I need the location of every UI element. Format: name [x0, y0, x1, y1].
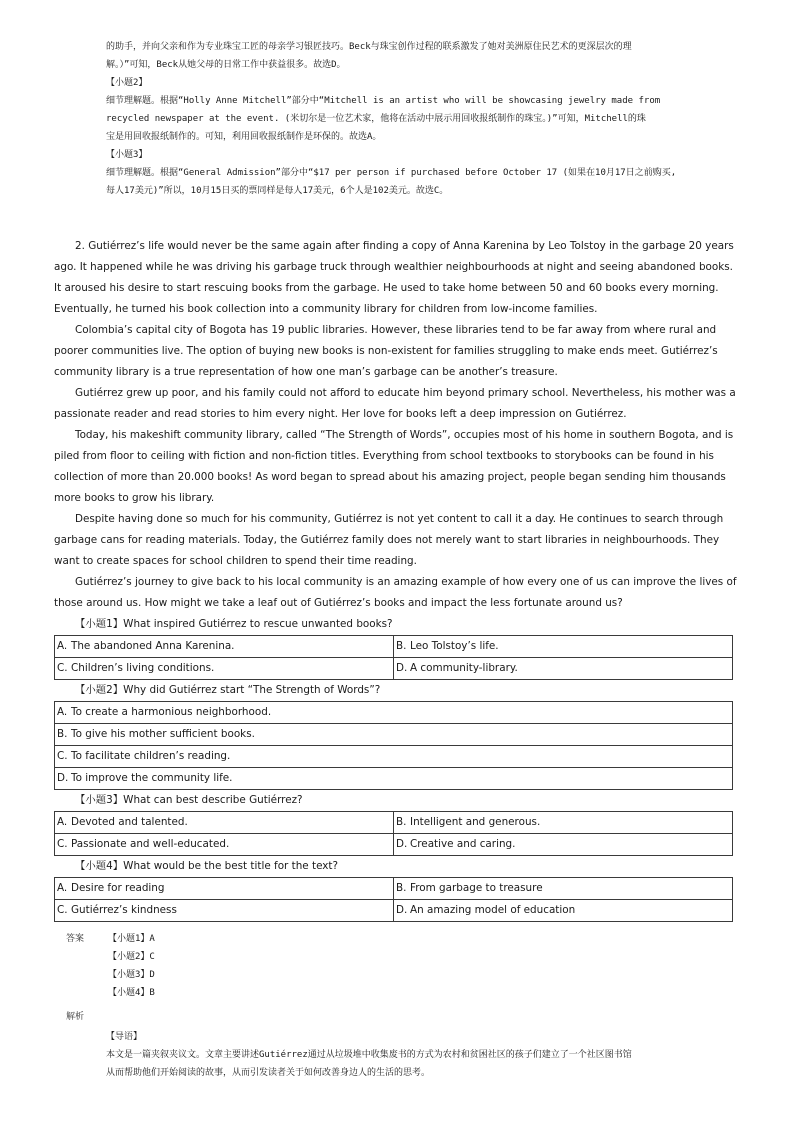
previous-question-explanation: [106, 38, 722, 200]
explanation-line: 每人17美元)”所以，10月15日买的票同样是每人17美元，6个人是102美元。故选C。: [106, 186, 449, 196]
analysis-line: 从而帮助他们开始阅读的故事，从而引发读者关于如何改善身边人的生活的思考。: [106, 1068, 431, 1078]
answer-item: 【小题4】B: [108, 988, 155, 998]
answer-item: 【小题3】D: [108, 970, 155, 980]
options-table: [54, 811, 733, 856]
reading-passage: [54, 236, 740, 922]
options-table: [54, 877, 733, 922]
question-stem: 【小题4】What would be the best title for the text?: [75, 860, 339, 872]
analysis-body: [106, 1028, 736, 1082]
option-c: C. Children’s living conditions.: [55, 658, 394, 680]
question-stem: 【小题3】What can best describe Gutiérrez?: [75, 794, 303, 806]
question-3: [54, 790, 740, 856]
option-c: C. Gutiérrez’s kindness: [55, 900, 394, 922]
analysis-guide: 【导语】: [106, 1032, 143, 1042]
analysis-label: 解析: [66, 1012, 85, 1022]
options-table: [54, 635, 733, 680]
explanation-line: recycled newspaper at the event. (米切尔是一位艺术家，他将在活动中展示用回收报纸制作的珠宝。)”可知，Mitchell的珠: [106, 114, 646, 124]
passage-paragraph: Gutiérrez grew up poor, and his family could not afford to educate him beyond primary school. Nevertheless, his mother was a passionate reader and read stories to him every night. Her love for books left a deep impression on Gutiérrez.: [54, 387, 736, 420]
passage-paragraph: Colombia’s capital city of Bogota has 19 public libraries. However, these libraries tend to be far away from where rural and poorer communities live. The option of buying new books is non-existent for families struggling to make ends meet. Gutiérrez’s community library is a true representation of how one man’s garbage can be another’s treasure.: [54, 324, 718, 378]
option-d: D. To improve the community life.: [55, 768, 733, 790]
options-table: [54, 701, 733, 790]
question-2: [54, 680, 740, 790]
option-b: B. Leo Tolstoy’s life.: [393, 636, 732, 658]
answer-label: 答案: [66, 934, 85, 944]
answer-list: [108, 930, 155, 1002]
option-d: D. Creative and caring.: [394, 834, 733, 856]
explanation-line: 的助手，并向父亲和作为专业珠宝工匠的母亲学习银匠技巧。Beck与珠宝创作过程的联系激发了她对美洲原住民艺术的更深层次的理: [106, 42, 632, 52]
answer-item: 【小题1】A: [108, 934, 155, 944]
explanation-line: 细节理解题。根据“Holly Anne Mitchell”部分中“Mitchell is an artist who will be showcasing jewelry made from: [106, 96, 661, 106]
question-stem: 【小题2】Why did Gutiérrez start “The Strength of Words”?: [75, 684, 381, 696]
passage-paragraph: Despite having done so much for his community, Gutiérrez is not yet content to call it a day. He continues to search through garbage cans for reading materials. Today, the Gutiérrez family does not merely want to start libraries in neighbourhoods. They want to create spaces for school children to spend their time reading.: [54, 513, 724, 567]
sub-question-label: 【小题3】: [106, 150, 148, 160]
question-stem: 【小题1】What inspired Gutiérrez to rescue unwanted books?: [75, 618, 393, 630]
passage-paragraph: Today, his makeshift community library, called “The Strength of Words”, occupies most of his home in southern Bogota, and is piled from floor to ceiling with fiction and non-fiction titles. Everything from school textbooks to storybooks can be found in his collection of more than 20.000 books! As word began to spread about his amazing project, people began sending him thousands more books to grow his library.: [54, 429, 734, 504]
option-a: A. To create a harmonious neighborhood.: [55, 702, 733, 724]
option-b: B. Intelligent and generous.: [394, 812, 733, 834]
option-b: B. To give his mother sufficient books.: [55, 724, 733, 746]
question-4: [54, 856, 740, 922]
passage-paragraph: 2. Gutiérrez’s life would never be the same again after finding a copy of Anna Karenina by Leo Tolstoy in the garbage 20 years ago. It happened while he was driving his garbage truck through wealthier neighbourhoods at night and seeing abandoned books. It aroused his desire to start rescuing books from the garbage. He used to take home between 50 and 60 books every morning. Eventually, he turned his book collection into a community library for children from low-income families.: [54, 240, 734, 315]
option-d: D. An amazing model of education: [394, 900, 733, 922]
option-d: D. A community-library.: [393, 658, 732, 680]
option-a: A. Devoted and talented.: [55, 812, 394, 834]
explanation-line: 宝是用回收报纸制作的。可知，利用回收报纸制作是环保的。故选A。: [106, 132, 382, 142]
option-a: A. Desire for reading: [55, 878, 394, 900]
question-1: [54, 614, 740, 680]
passage-paragraph: Gutiérrez’s journey to give back to his local community is an amazing example of how every one of us can improve the lives of those around us. How might we take a leaf out of Gutiérrez’s books and impact the less fortunate around us?: [54, 576, 737, 609]
option-b: B. From garbage to treasure: [394, 878, 733, 900]
analysis-line: 本文是一篇夹叙夹议文。文章主要讲述Gutiérrez通过从垃圾堆中收集废书的方式为农村和贫困社区的孩子们建立了一个社区图书馆: [106, 1050, 632, 1060]
sub-question-label: 【小题2】: [106, 78, 148, 88]
option-c: C. To facilitate children’s reading.: [55, 746, 733, 768]
option-a: A. The abandoned Anna Karenina.: [55, 636, 394, 658]
explanation-line: 细节理解题。根据“General Admission”部分中“$17 per person if purchased before October 17 (如果在10月17日之前购买,: [106, 168, 677, 178]
answer-item: 【小题2】C: [108, 952, 155, 962]
explanation-line: 解。）”可知，Beck从她父母的日常工作中获益很多。故选D。: [106, 60, 346, 70]
option-c: C. Passionate and well-educated.: [55, 834, 394, 856]
